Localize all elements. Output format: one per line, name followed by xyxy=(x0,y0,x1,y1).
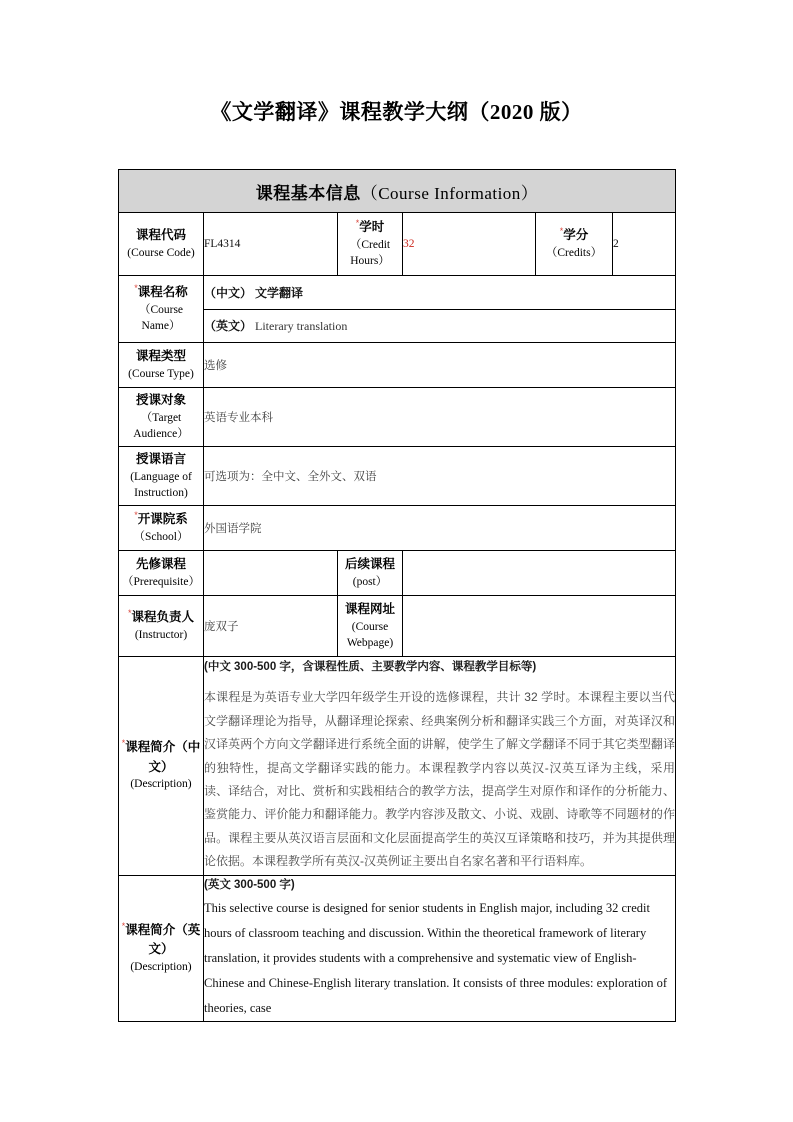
table-row xyxy=(119,388,676,447)
value-course-name-en-row[interactable] xyxy=(204,309,676,343)
value-course-name-cn-row[interactable] xyxy=(204,276,676,310)
value-course-webpage[interactable] xyxy=(403,596,676,657)
label-course-type-cn: 课程类型 xyxy=(135,348,186,363)
value-target-audience[interactable]: 英语专业本科 xyxy=(204,388,676,447)
label-prerequisite-en: （Prerequisite） xyxy=(122,575,200,588)
required-asterisk-icon: * xyxy=(127,608,132,619)
label-description-en-1: 课程简介（英 xyxy=(125,922,201,937)
label-post-course-cn: 后续课程 xyxy=(344,556,395,571)
description-cn-body: 本课程是为英语专业大学四年级学生开设的选修课程，共计 32 学时。本课程主要以当代文学翻译理论为指导，从翻译理论探索、经典案例分析和翻译实践三个方面，对英译汉和汉译英两个方向文学翻译进行系统全面的讲解，使学生了解文学翻译不同于其它类型翻译的独特性，提高文学翻译实践的能力。本课程教学内容以英汉-汉英互译为主线，采用读、译结合，对比、赏析和实践相结合的教学方法，提高学生对原作和译作的分析能力、鉴赏能力、评价能力和翻译能力。教学内容涉及散文、小说、戏剧、诗歌等不同题材的作品。课程主要从英汉语言层面和文化层面提高学生的英汉互译策略和技巧，并为其提供理论依据。本课程教学所有英汉-汉英例证主要出自名家名著和平行语料库。 xyxy=(204,690,676,869)
label-credit-hours-en-1: （Credit xyxy=(349,238,391,251)
required-asterisk-icon: * xyxy=(134,282,138,293)
course-name-en-value: Literary translation xyxy=(255,319,348,334)
label-prerequisite xyxy=(119,551,204,596)
table-row xyxy=(119,596,676,657)
value-course-code[interactable]: FL4314 xyxy=(204,213,338,276)
value-credit-hours[interactable]: 32 xyxy=(403,213,536,276)
label-target-audience-en-2: Audience） xyxy=(133,427,189,440)
table-row xyxy=(119,343,676,388)
label-description-en xyxy=(119,876,204,1022)
label-course-webpage-en-2: Webpage) xyxy=(346,636,394,649)
required-asterisk-icon: * xyxy=(121,921,126,932)
label-post-course xyxy=(338,551,403,596)
label-course-webpage-cn: 课程网址 xyxy=(344,601,395,616)
description-en-body: This selective course is designed for senior students in English major, including 32 credit hours of classroom teaching and discussion. Within the theoretical framework of literary translation, it provides students with a comprehensive and systematic view of English-Chinese and Chinese-English literary translation. It consists of three modules: exploration of theories, case xyxy=(204,901,668,1015)
label-target-audience xyxy=(119,388,204,447)
label-credits-en: （Credits） xyxy=(545,246,603,259)
label-description-cn-en: (Description) xyxy=(130,778,192,791)
label-course-name xyxy=(119,276,204,343)
label-instructor xyxy=(119,596,204,657)
course-name-cn-value: 文学翻译 xyxy=(255,285,304,300)
label-description-cn xyxy=(119,657,204,876)
label-course-webpage-en-1: (Course xyxy=(351,620,389,633)
value-prerequisite[interactable] xyxy=(204,551,338,596)
label-language-of-instruction xyxy=(119,447,204,506)
table-header-label-cn: 课程基本信息 xyxy=(255,183,361,203)
label-credits xyxy=(536,213,613,276)
value-description-cn[interactable] xyxy=(204,657,676,876)
table-row xyxy=(119,551,676,596)
label-language-of-instruction-en-1: (Language of xyxy=(130,470,192,483)
label-language-of-instruction-cn: 授课语言 xyxy=(135,451,186,466)
label-course-code xyxy=(119,213,204,276)
course-information-table xyxy=(118,169,676,1022)
value-instructor[interactable]: 庞双子 xyxy=(204,596,338,657)
table-header-cell xyxy=(119,170,676,213)
label-description-cn-1: 课程简介（中 xyxy=(125,740,201,755)
required-asterisk-icon: * xyxy=(121,738,126,749)
required-asterisk-icon: * xyxy=(134,510,138,521)
value-post-course[interactable] xyxy=(403,551,676,596)
label-instructor-en: (Instructor) xyxy=(134,628,188,641)
label-course-name-en-1: （Course xyxy=(138,303,184,316)
label-post-course-en: (post） xyxy=(352,575,388,588)
label-credit-hours-en-2: Hours） xyxy=(350,254,390,267)
label-course-type xyxy=(119,343,204,388)
value-course-type[interactable]: 选修 xyxy=(204,343,676,388)
label-instructor-cn: 课程负责人 xyxy=(131,609,195,624)
table-header-row xyxy=(119,170,676,213)
value-credits[interactable]: 2 xyxy=(613,213,676,276)
label-course-webpage xyxy=(338,596,403,657)
label-description-en-2: 文） xyxy=(148,942,174,957)
table-row xyxy=(119,657,676,876)
label-target-audience-cn: 授课对象 xyxy=(135,392,186,407)
value-language-of-instruction[interactable]: 可选项为：全中文、全外文、双语 xyxy=(204,447,676,506)
value-description-en[interactable] xyxy=(204,876,676,1022)
label-language-of-instruction-en-2: Instruction) xyxy=(134,486,188,499)
table-header-label-en: （Course Information） xyxy=(360,183,539,203)
value-school[interactable]: 外国语学院 xyxy=(204,506,676,551)
required-asterisk-icon: * xyxy=(355,217,360,228)
course-name-en-tag: （英文） xyxy=(204,319,253,334)
label-course-name-cn: 课程名称 xyxy=(137,284,188,299)
course-name-cn-tag: （中文） xyxy=(204,285,253,300)
table-row xyxy=(119,276,676,310)
page-title: 《文学翻译》课程教学大纲（2020 版） xyxy=(210,100,583,124)
table-row xyxy=(119,876,676,1022)
label-target-audience-en-1: （Target xyxy=(140,411,182,424)
label-credit-hours xyxy=(338,213,403,276)
label-credit-hours-cn: 学时 xyxy=(359,219,385,234)
label-description-en-en: (Description) xyxy=(130,960,192,973)
label-credits-cn: 学分 xyxy=(563,227,589,242)
label-school-en: （School） xyxy=(133,530,189,543)
label-course-name-en-2: Name） xyxy=(141,319,181,332)
required-asterisk-icon: * xyxy=(559,226,564,237)
label-school-cn: 开课院系 xyxy=(137,511,188,526)
label-course-code-cn: 课程代码 xyxy=(135,227,186,242)
table-row xyxy=(119,213,676,276)
label-course-code-en: (Course Code) xyxy=(127,246,195,259)
label-prerequisite-cn: 先修课程 xyxy=(135,556,186,571)
table-row xyxy=(119,506,676,551)
description-en-hint: (英文 300-500 字) xyxy=(204,879,295,891)
description-cn-hint: (中文 300-500 字，含课程性质、主要教学内容、课程教学目标等) xyxy=(204,661,537,674)
label-school xyxy=(119,506,204,551)
table-row xyxy=(119,447,676,506)
label-course-type-en: (Course Type) xyxy=(128,367,194,380)
label-description-cn-2: 文） xyxy=(148,759,174,774)
